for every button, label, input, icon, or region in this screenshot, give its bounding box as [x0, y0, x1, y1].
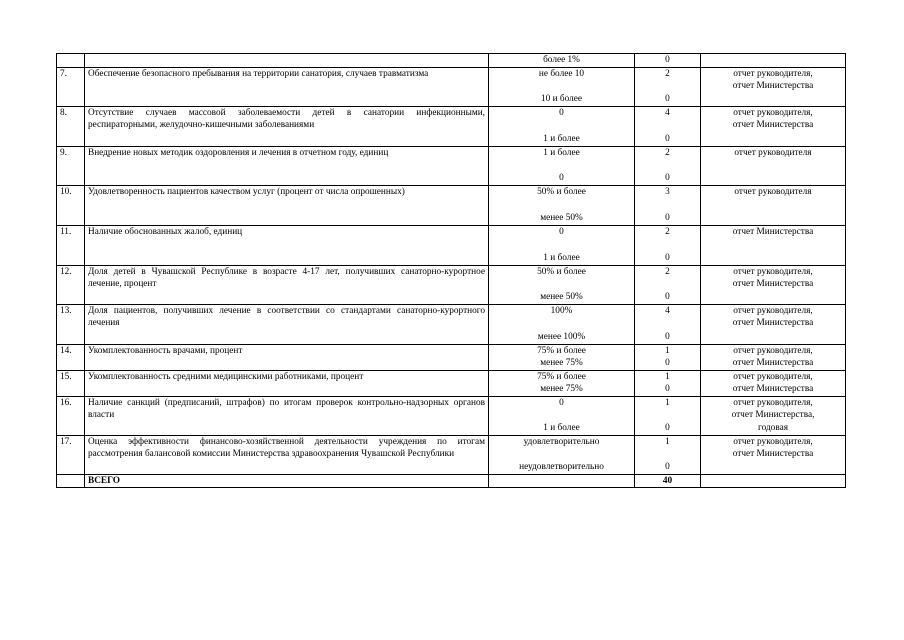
row-source — [701, 54, 846, 68]
row-score — [635, 67, 701, 106]
row-score — [635, 185, 701, 225]
row-criteria — [489, 185, 635, 225]
source-line: отчет Министерства — [732, 226, 814, 237]
source-line: отчет Министерства — [732, 449, 814, 459]
row-source — [701, 435, 846, 474]
row-criteria — [489, 304, 635, 344]
source-line: отчет Министерства — [732, 384, 814, 394]
row-indicator: Внедрение новых методик оздоровления и лечения в отчетном году, единиц — [85, 146, 489, 185]
row-indicator: Удовлетворенность пациентов качеством услуг (процент от числа опрошенных) — [85, 185, 489, 225]
row-source — [701, 474, 846, 488]
score-value: 0 — [665, 462, 670, 472]
score-value: 1 — [665, 345, 670, 356]
row-number: 7. — [57, 67, 85, 106]
table-row — [57, 225, 846, 265]
table-row — [57, 146, 846, 185]
row-number: 13. — [57, 304, 85, 344]
total-row — [57, 474, 846, 488]
score-value: 2 — [665, 266, 670, 277]
criteria-value: 1 и более — [543, 423, 580, 433]
row-criteria — [489, 225, 635, 265]
score-value: 1 — [665, 397, 670, 408]
criteria-value: 0 — [559, 107, 564, 118]
row-number: 8. — [57, 106, 85, 146]
score-value: 0 — [665, 55, 670, 65]
row-number: 12. — [57, 265, 85, 304]
row-criteria — [489, 344, 635, 370]
row-source — [701, 106, 846, 146]
score-value: 0 — [665, 358, 670, 368]
table-row — [57, 304, 846, 344]
row-score — [635, 146, 701, 185]
criteria-value: 0 — [559, 397, 564, 408]
row-number: 15. — [57, 370, 85, 396]
criteria-value: 1 и более — [543, 134, 580, 144]
row-criteria — [489, 54, 635, 68]
criteria-value: не более 10 — [538, 68, 585, 79]
criteria-value: 100% — [550, 305, 573, 316]
row-source — [701, 67, 846, 106]
score-value: 0 — [665, 292, 670, 302]
row-number: 10. — [57, 185, 85, 225]
score-value: 1 — [665, 436, 670, 447]
criteria-value: менее 75% — [540, 358, 583, 368]
row-indicator — [85, 54, 489, 68]
row-indicator: Наличие обоснованных жалоб, единиц — [85, 225, 489, 265]
table-row — [57, 106, 846, 146]
row-score — [635, 304, 701, 344]
total-label: ВСЕГО — [85, 474, 489, 488]
source-line: отчет Министерства — [732, 279, 814, 289]
row-indicator: Укомплектованность средними медицинскими работниками, процент — [85, 370, 489, 396]
source-line: отчет руководителя, — [733, 436, 813, 447]
source-line: отчет Министерства, — [731, 410, 815, 420]
row-criteria — [489, 396, 635, 435]
row-indicator: Доля пациентов, получивших лечение в соответствии со стандартами санаторно-курортного лечения — [85, 304, 489, 344]
row-source — [701, 185, 846, 225]
row-number: 9. — [57, 146, 85, 185]
table-row — [57, 265, 846, 304]
row-criteria — [489, 106, 635, 146]
score-value: 0 — [665, 213, 670, 223]
row-indicator: Обеспечение безопасного пребывания на территории санатория, случаев травматизма — [85, 67, 489, 106]
criteria-value: 75% и более — [537, 345, 586, 356]
criteria-value: 50% и более — [537, 186, 586, 197]
score-value: 3 — [665, 186, 670, 197]
row-indicator: Оценка эффективности финансово-хозяйственной деятельности учреждения по итогам рассмотрения балансовой комиссии Министерства здравоохранения Чувашской Республики — [85, 435, 489, 474]
row-number: 17. — [57, 435, 85, 474]
table-row — [57, 396, 846, 435]
row-criteria — [489, 370, 635, 396]
row-criteria — [489, 146, 635, 185]
criteria-value: 10 и более — [540, 94, 583, 104]
criteria-value: 50% и более — [537, 266, 586, 277]
criteria-value: неудовлетворительно — [519, 462, 604, 472]
criteria-table — [56, 53, 846, 488]
row-source — [701, 370, 846, 396]
row-score — [635, 106, 701, 146]
score-value: 0 — [665, 384, 670, 394]
row-indicator: Доля детей в Чувашской Республике в возрасте 4-17 лет, получивших санаторно-курортное лечение, процент — [85, 265, 489, 304]
table-row — [57, 54, 846, 68]
table-row — [57, 435, 846, 474]
source-line: отчет руководителя, — [733, 266, 813, 277]
criteria-value: менее 50% — [540, 213, 583, 223]
score-value: 4 — [665, 107, 670, 118]
score-value: 4 — [665, 305, 670, 316]
source-line: отчет руководителя, — [733, 371, 813, 382]
criteria-value: 1 и более — [543, 253, 580, 263]
source-line: отчет Министерства — [732, 81, 814, 91]
row-criteria — [489, 435, 635, 474]
source-line: отчет руководителя — [734, 186, 812, 197]
source-line: отчет руководителя, — [733, 107, 813, 118]
table-row — [57, 185, 846, 225]
score-value: 2 — [665, 147, 670, 158]
criteria-value: 0 — [559, 226, 564, 237]
row-source — [701, 304, 846, 344]
row-indicator: Наличие санкций (предписаний, штрафов) по итогам проверок контрольно-надзорных органов власти — [85, 396, 489, 435]
criteria-value: менее 100% — [537, 332, 586, 342]
criteria-value: менее 75% — [540, 384, 583, 394]
source-line: отчет руководителя, — [733, 397, 813, 408]
row-score — [635, 54, 701, 68]
source-line: отчет руководителя, — [733, 305, 813, 316]
table-row — [57, 370, 846, 396]
row-criteria — [489, 474, 635, 488]
table-row — [57, 344, 846, 370]
source-line: отчет Министерства — [732, 358, 814, 368]
source-line: отчет руководителя, — [733, 68, 813, 79]
criteria-value: 0 — [559, 173, 564, 183]
criteria-value: 75% и более — [537, 371, 586, 382]
row-criteria — [489, 265, 635, 304]
row-score — [635, 225, 701, 265]
row-indicator: Отсутствие случаев массовой заболеваемости детей в санатории инфекционными, респираторными, желудочно-кишечными заболеваниями — [85, 106, 489, 146]
table-row — [57, 67, 846, 106]
criteria-value: менее 50% — [540, 292, 583, 302]
score-value: 0 — [665, 134, 670, 144]
row-score — [635, 370, 701, 396]
score-value: 0 — [665, 173, 670, 183]
row-source — [701, 396, 846, 435]
row-source — [701, 265, 846, 304]
total-score: 40 — [635, 474, 701, 488]
row-score — [635, 435, 701, 474]
row-number — [57, 474, 85, 488]
source-line: отчет руководителя — [734, 147, 812, 158]
row-score — [635, 344, 701, 370]
row-criteria — [489, 67, 635, 106]
row-score — [635, 265, 701, 304]
source-line: отчет Министерства — [732, 120, 814, 130]
score-value: 0 — [665, 94, 670, 104]
row-number: 11. — [57, 225, 85, 265]
criteria-value: 1 и более — [543, 147, 580, 158]
table-body — [57, 54, 846, 488]
criteria-value: более 1% — [543, 55, 580, 65]
criteria-value: удовлетворительно — [523, 436, 600, 447]
source-line: отчет Министерства — [732, 318, 814, 328]
row-number — [57, 54, 85, 68]
source-line: годовая — [757, 422, 788, 433]
row-source — [701, 344, 846, 370]
row-number: 14. — [57, 344, 85, 370]
row-source — [701, 225, 846, 265]
score-value: 0 — [665, 332, 670, 342]
row-source — [701, 146, 846, 185]
score-value: 2 — [665, 226, 670, 237]
row-score — [635, 396, 701, 435]
score-value: 0 — [665, 423, 670, 433]
row-indicator: Укомплектованность врачами, процент — [85, 344, 489, 370]
row-number: 16. — [57, 396, 85, 435]
score-value: 2 — [665, 68, 670, 79]
score-value: 0 — [665, 253, 670, 263]
score-value: 1 — [665, 371, 670, 382]
source-line: отчет руководителя, — [733, 345, 813, 356]
